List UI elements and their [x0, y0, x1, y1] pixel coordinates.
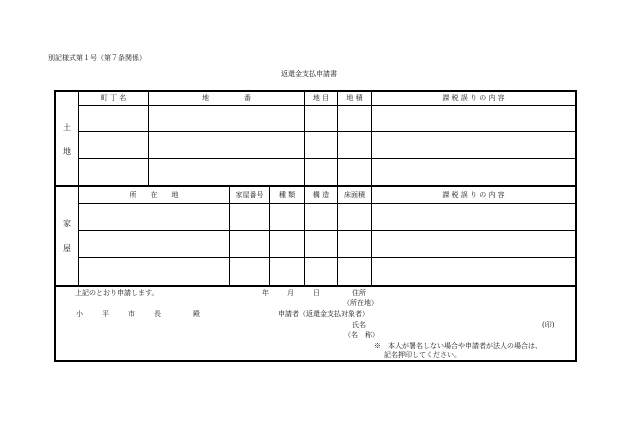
land-col-town: 町 丁 名: [100, 94, 127, 102]
land-label-top: 土: [63, 123, 71, 132]
house-label-top: 家: [63, 219, 71, 228]
house-row[interactable]: [79, 204, 575, 230]
land-col-lot-number: 地 番: [202, 94, 251, 102]
name-label: 氏名: [352, 321, 366, 329]
applicant-label: 申請者（返還金支払対象者）: [278, 310, 369, 318]
land-col-error-details: 課 税 誤 り の 内 容: [442, 94, 505, 102]
land-label-bottom: 地: [63, 147, 71, 156]
house-col-location: 所 在 地: [129, 191, 179, 199]
note-line-1: ※ 本人が署名しない場合や申請者が法人の場合は、: [374, 342, 542, 350]
date-day-label: 日: [313, 289, 320, 297]
house-col-error-details: 課 税 誤 り の 内 容: [442, 191, 505, 199]
date-year-label: 年: [262, 289, 269, 297]
note-line-2: 記名押印してください。: [384, 351, 461, 359]
house-row[interactable]: [79, 231, 575, 257]
form-title: 返還金支払申請書: [281, 70, 337, 78]
addressee: 小 平 市 長 殿: [76, 310, 206, 318]
name-sub-label: （名 称）: [344, 331, 379, 339]
house-label-bottom: 屋: [63, 244, 71, 253]
land-row[interactable]: [79, 159, 575, 185]
date-month-label: 月: [287, 289, 294, 297]
statement-text: 上記のとおり申請します。: [75, 289, 159, 297]
land-col-land-category: 地 目: [312, 94, 330, 102]
house-row[interactable]: [79, 258, 575, 285]
address-sub-label: （所在地）: [343, 299, 378, 307]
address-label: 住所: [352, 289, 366, 297]
house-col-floor-area: 床面積: [344, 191, 365, 199]
land-row[interactable]: [79, 132, 575, 158]
seal-mark: (印): [542, 321, 555, 329]
form-id: 別記様式第１号（第７条関係）: [48, 54, 146, 62]
land-row[interactable]: [79, 106, 575, 131]
land-col-area: 地 積: [346, 94, 363, 102]
house-col-structure: 構 造: [312, 191, 330, 199]
house-col-type: 種 類: [278, 191, 296, 199]
house-col-house-number: 家屋番号: [235, 191, 264, 199]
